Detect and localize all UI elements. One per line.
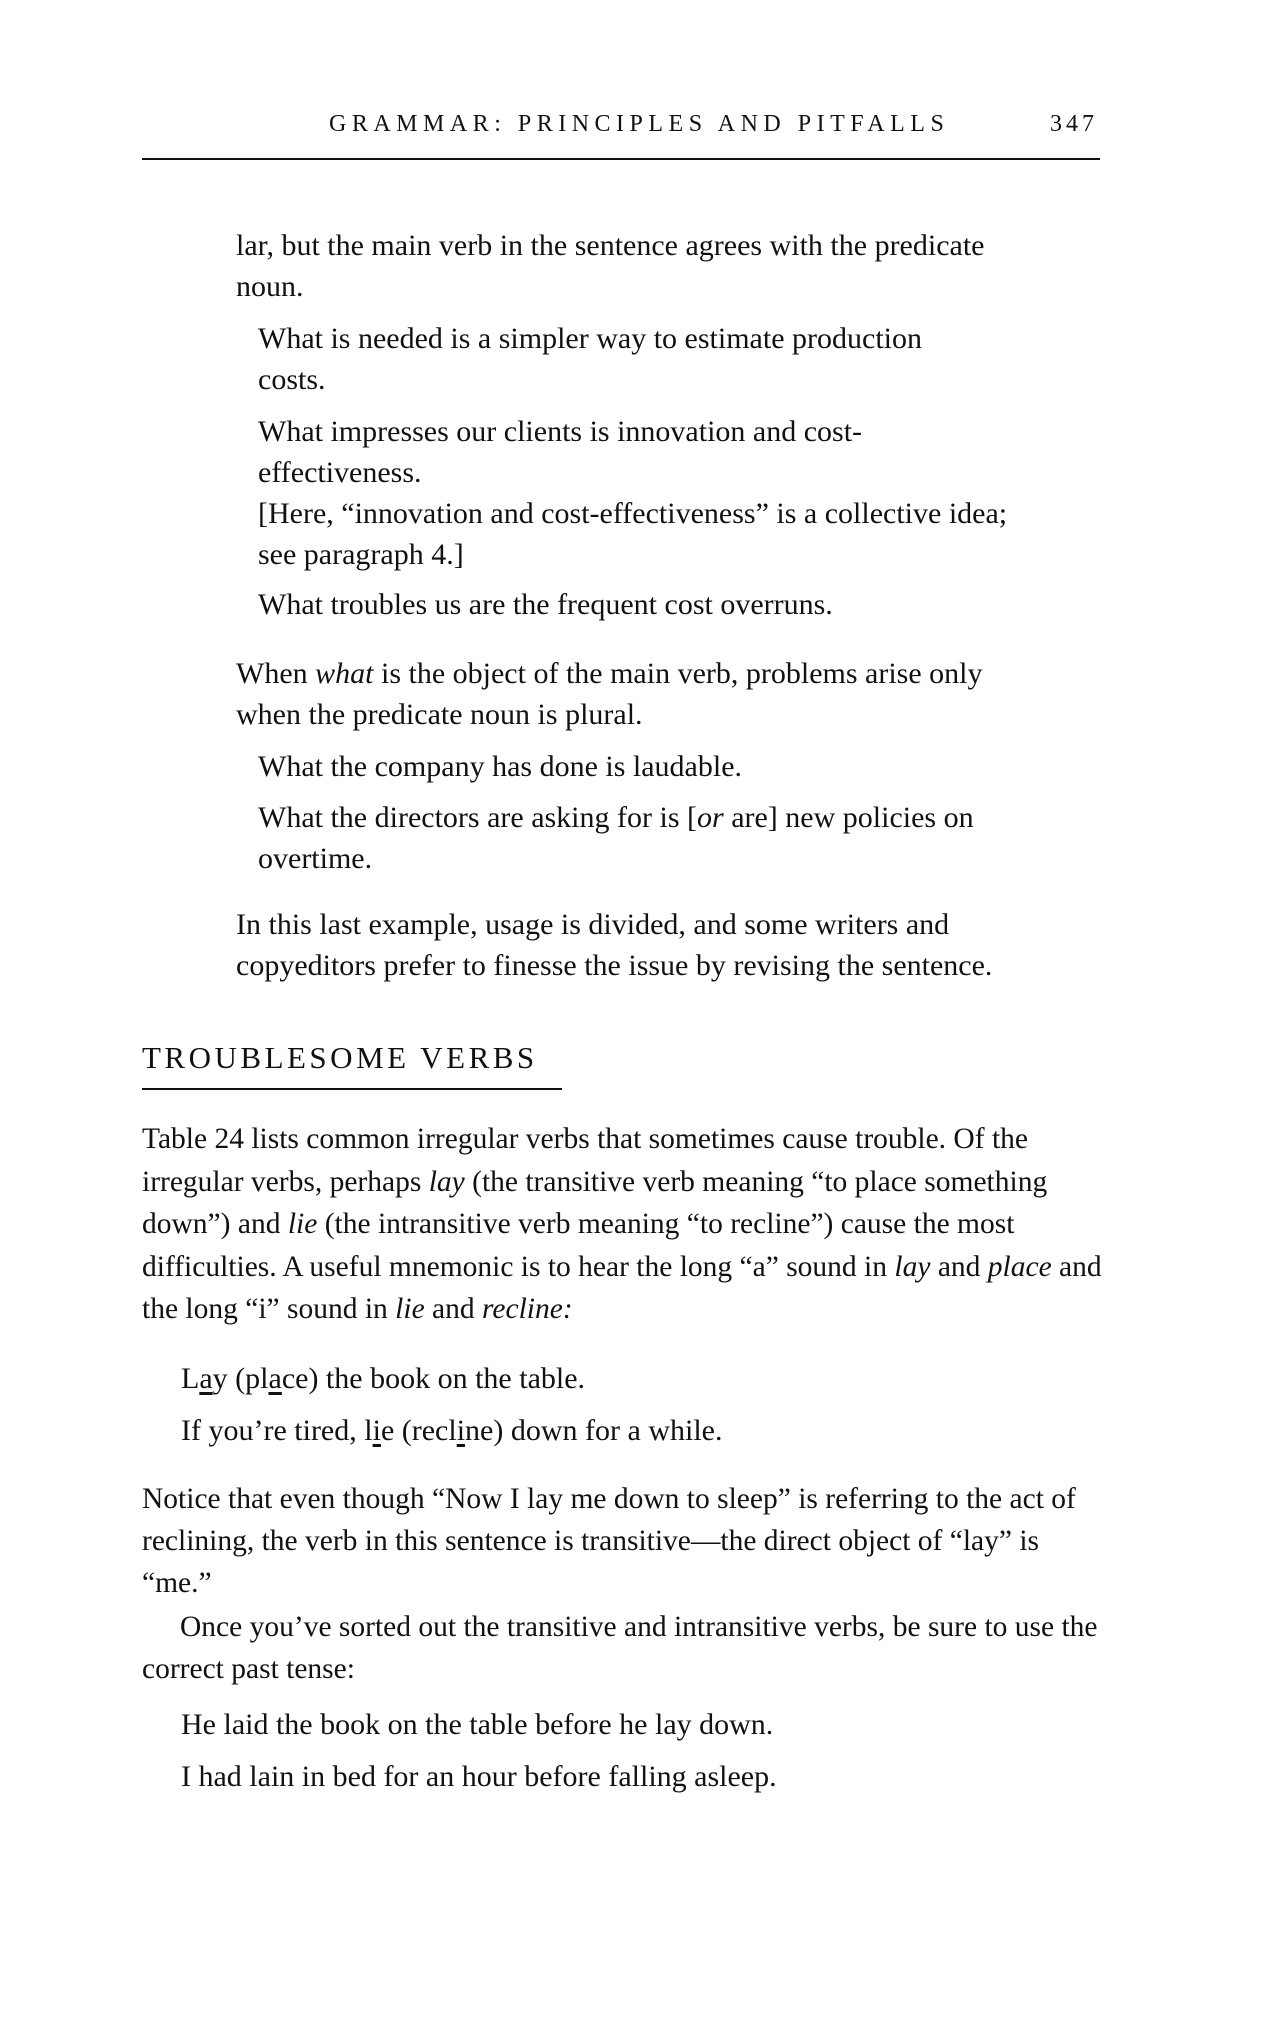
paragraph-line: In this last example, usage is divided, and some writers and <box>236 908 950 941</box>
example-line: overtime. <box>258 842 373 875</box>
example-line: Lay (place) the book on the table. <box>181 1362 586 1395</box>
section-heading: TROUBLESOME VERBS <box>142 1040 538 1075</box>
example-line: What impresses our clients is innovation and cost- <box>258 415 863 448</box>
page-header <box>142 108 1100 160</box>
emphasis: what <box>315 657 374 690</box>
example-line: If you’re tired, lie (recline) down for a while. <box>181 1414 723 1447</box>
editorial-note: [Here, “innovation and cost-effectiveness” is a collective idea; <box>258 497 1008 530</box>
example-line: He laid the book on the table before he lay down. <box>181 1708 774 1741</box>
example-line: effectiveness. <box>258 456 422 489</box>
example-line: What is needed is a simpler way to estimate production <box>258 322 922 355</box>
emphasis: or <box>697 801 724 834</box>
example-line: What troubles us are the frequent cost overruns. <box>258 588 833 621</box>
paragraph-line: noun. <box>236 270 304 303</box>
once-paragraph: Once you’ve sorted out the transitive and intransitive verbs, be sure to use the correct past tense: <box>142 1611 1098 1685</box>
notice-paragraph: Notice that even though “Now I lay me down to sleep” is referring to the act of reclining, the verb in this sentence is transitive—the direct object of “lay” is “me.” <box>142 1483 1076 1599</box>
intro-paragraph: Table 24 lists common irregular verbs that sometimes cause trouble. Of the irregular verbs, perhaps lay (the transitive verb meaning “to place something down”) and lie (the intransitive verb meaning “to recline”) cause the most difficulties. A useful mnemonic is to hear the long “a” sound in lay and place and the long “i” sound in lie and recline: <box>142 1123 1102 1325</box>
example-line: I had lain in bed for an hour before falling asleep. <box>181 1760 777 1793</box>
example-line: What the company has done is laudable. <box>258 750 743 783</box>
paragraph-line: when the predicate noun is plural. <box>236 698 643 731</box>
section-rule <box>142 1088 562 1090</box>
paragraph-line: lar, but the main verb in the sentence agrees with the predicate <box>236 229 985 262</box>
paragraph-line: copyeditors prefer to finesse the issue by revising the sentence. <box>236 949 993 982</box>
paragraph-line: When what is the object of the main verb, problems arise only <box>236 657 983 690</box>
page-number: 347 <box>1050 111 1098 137</box>
example-line: What the directors are asking for is [or are] new policies on <box>258 801 974 834</box>
running-head: GRAMMAR: PRINCIPLES AND PITFALLS <box>329 111 950 137</box>
editorial-note: see paragraph 4.] <box>258 538 464 571</box>
example-line: costs. <box>258 363 326 396</box>
